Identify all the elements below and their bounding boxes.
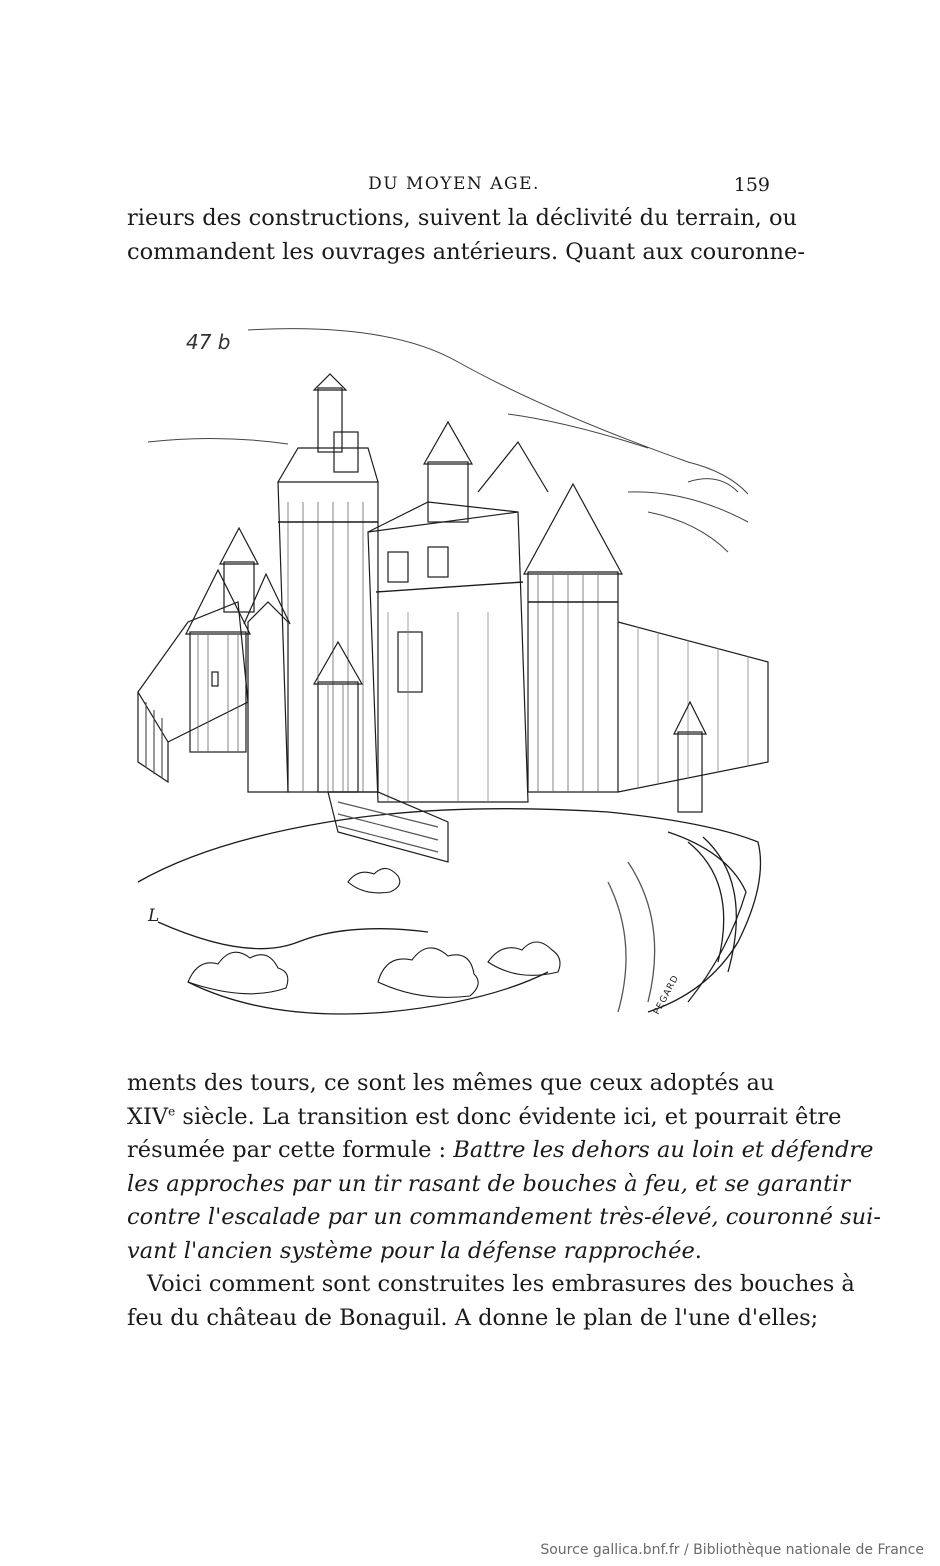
text-bottom xyxy=(127,1067,881,1335)
front-bastion xyxy=(314,642,448,862)
page-number: 159 xyxy=(733,174,770,196)
text-line: feu du château de Bonaguil. A donne le plan de l'une d'elles; xyxy=(127,1304,819,1331)
text-top xyxy=(127,202,805,269)
castle-engraving xyxy=(128,322,778,1032)
tower-far-left xyxy=(186,570,250,752)
tower-back xyxy=(424,422,548,522)
text-line: Voici comment sont construites les embrasures des bouches à xyxy=(147,1271,855,1297)
text-line xyxy=(127,1235,767,1269)
text-line xyxy=(127,1168,851,1202)
engraver-signature: PEGARD xyxy=(652,973,682,1017)
italic-line: vant l'ancien système pour la défense rapprochée xyxy=(127,1237,695,1264)
century-numeral: XIV xyxy=(127,1103,169,1130)
text-fragment: résumée par cette formule : xyxy=(127,1137,454,1163)
text-line xyxy=(127,1134,874,1168)
italic-line: les approches par un tir rasant de bouches à feu, et se garantir xyxy=(127,1170,851,1197)
text-line: rieurs des constructions, suivent la déclivité du terrain, ou xyxy=(127,205,798,231)
running-head xyxy=(0,174,940,198)
artist-monogram: L xyxy=(148,906,160,926)
tower-right xyxy=(524,484,622,792)
shrubs xyxy=(188,868,560,997)
text-line xyxy=(127,1101,842,1135)
sky-lines xyxy=(148,329,748,552)
italic-fragment: Battre les dehors au loin et défendre xyxy=(453,1137,874,1163)
text-fragment: . xyxy=(694,1237,702,1264)
italic-line: contre l'escalade par un commandement très-élevé, couronné sui- xyxy=(127,1204,881,1230)
text-line: commandent les ouvrages antérieurs. Quant aux couronne- xyxy=(127,238,805,265)
source-credit: Source gallica.bnf.fr / Bibliothèque nationale de France xyxy=(540,1542,924,1558)
text-line: ments des tours, ce sont les mêmes que ceux adoptés au xyxy=(127,1070,775,1096)
curtain-wall-left xyxy=(138,602,248,782)
curtain-wall-right xyxy=(618,622,768,812)
text-fragment: siècle. La transition est donc évidente ici, et pourrait être xyxy=(175,1103,842,1130)
central-block xyxy=(368,502,528,802)
figure-number: 47 b xyxy=(186,330,231,354)
text-line xyxy=(127,1201,881,1235)
running-title: DU MOYEN AGE. xyxy=(368,174,540,194)
tower-small-cone xyxy=(220,528,258,612)
ordinal-suffix: e xyxy=(168,1104,176,1118)
